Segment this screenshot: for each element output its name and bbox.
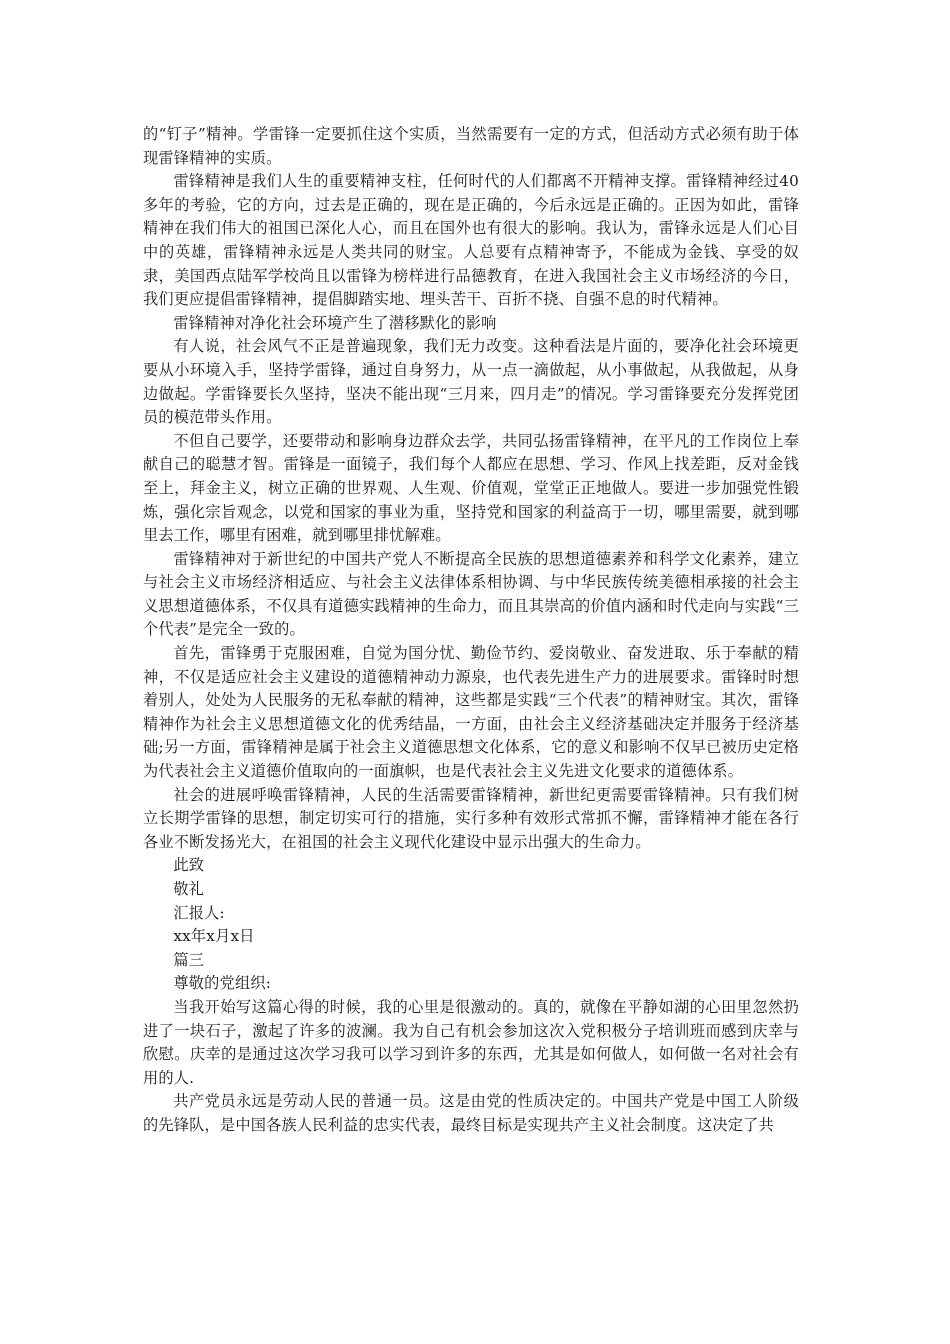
- closing-salutation: 此致: [173, 856, 205, 875]
- paragraph-3: 有人说，社会风气不正是普遍现象，我们无力改变。这种看法是片面的，要净化社会环境更要从小环境入手，坚持学雷锋，通过自身努力，从一点一滴做起，从小事做起，从我做起，从身边做起。学雷锋要长久坚持，坚决不能出现“三月来，四月走”的情况。学习雷锋要充分发挥党团员的模范带头作用。: [143, 337, 799, 427]
- letter-greeting: 尊敬的党组织:: [173, 974, 272, 993]
- section-heading: 篇三: [173, 950, 205, 969]
- paragraph-2: 雷锋精神对净化社会环境产生了潜移默化的影响: [173, 313, 497, 332]
- paragraph-15: 共产党员永远是劳动人民的普通一员。这是由党的性质决定的。中国共产党是中国工人阶级的先锋队，是中国各族人民利益的忠实代表，最终目标是实现共产主义社会制度。这决定了共: [143, 1092, 799, 1134]
- paragraph-0: 的“钉子”精神。学雷锋一定要抓住这个实质，当然需要有一定的方式，但活动方式必须有助于体现雷锋精神的实质。: [143, 125, 799, 167]
- closing-regards: 敬礼: [173, 880, 205, 898]
- paragraph-6: 首先，雷锋勇于克服困难，自觉为国分忧、勤俭节约、爱岗敬业、奋发进取、乐于奉献的精神，不仅是适应社会主义建设的道德精神动力源泉，也代表先进生产力的进展要求。雷锋时时想着别人，处处为人民服务的无私奉献的精神，这些都是实践“三个代表”的精神财宝。其次，雷锋精神作为社会主义思想道德文化的优秀结晶，一方面，由社会主义经济基础决定并服务于经济基础;另一方面，雷锋精神是属于社会主义道德思想文化体系，它的意义和影响不仅早已被历史定格为代表社会主义道德价值取向的一面旗帜，也是代表社会主义先进文化要求的道德体系。: [143, 644, 799, 781]
- paragraph-1: 雷锋精神是我们人生的重要精神支柱，任何时代的人们都离不开精神支撑。雷锋精神经过40多年的考验，它的方向，过去是正确的，现在是正确的，今后永远是正确的。正因为如此，雷锋精神在我们伟大的祖国已深化人心，而且在国外也有很大的影响。我认为，雷锋永远是人们心目中的英雄，雷锋精神永远是人类共同的财宝。人总要有点精神寄予，不能成为金钱、享受的奴隶，美国西点陆军学校尚且以雷锋为榜样进行品德教育，在进入我国社会主义市场经济的今日，我们更应提倡雷锋精神，提倡脚踏实地、埋头苦干、百折不挠、自强不息的时代精神。: [143, 172, 799, 309]
- document-body: [143, 123, 799, 1138]
- reporter-label: 汇报人:: [173, 903, 225, 922]
- paragraph-7: 社会的进展呼唤雷锋精神，人民的生活需要雷锋精神，新世纪更需要雷锋精神。只有我们树立长期学雷锋的思想，制定切实可行的措施，实行多种有效形式常抓不懈，雷锋精神才能在各行各业不断发扬光大，在祖国的社会主义现代化建设中显示出强大的生命力。: [143, 785, 799, 851]
- paragraph-5: 雷锋精神对于新世纪的中国共产党人不断提高全民族的思想道德素养和科学文化素养，建立与社会主义市场经济相适应、与社会主义法律体系相协调、与中华民族传统美德相承接的社会主义思想道德体系，不仅具有道德实践精神的生命力，而且其崇高的价值内涵和时代走向与实践“三个代表”是完全一致的。: [143, 549, 799, 639]
- paragraph-4: 不但自己要学，还要带动和影响身边群众去学，共同弘扬雷锋精神，在平凡的工作岗位上奉献自己的聪慧才智。雷锋是一面镜子，我们每个人都应在思想、学习、作风上找差距，反对金钱至上，拜金主义，树立正确的世界观、人生观、价值观，堂堂正正地做人。要进一步加强党性锻炼，强化宗旨观念，以党和国家的事业为重，坚持党和国家的利益高于一切，哪里需要，就到哪里去工作，哪里有困难，就到哪里排忧解难。: [143, 431, 799, 545]
- paragraph-14: 当我开始写这篇心得的时候，我的心里是很激动的。真的，就像在平静如湖的心田里忽然扔进了一块石子，激起了许多的波澜。我为自己有机会参加这次入党积极分子培训班而感到庆幸与欣慰。庆幸的是通过这次学习我可以学习到许多的东西，尤其是如何做人，如何做一名对社会有用的人.: [143, 997, 799, 1087]
- report-date: xx年x月x日: [173, 927, 255, 946]
